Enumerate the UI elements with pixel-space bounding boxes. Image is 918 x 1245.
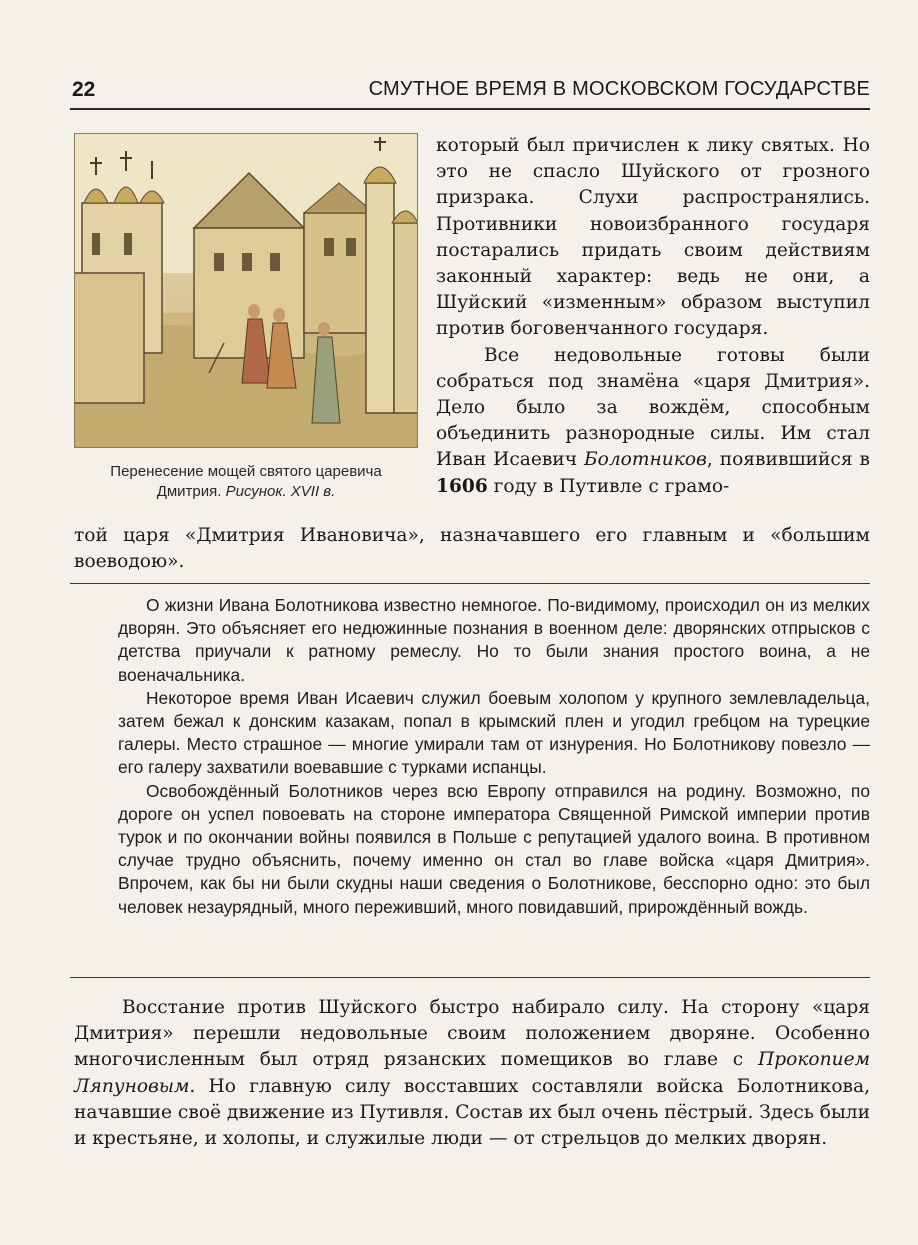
insert-paragraph-3: Освобождённый Болотников через всю Европу отправился на родину. Возможно, по дороге он успел повоевать на стороне императора Священной Римской империи против турок и по окончании войны появился в Польше с репутацией удалого воина. В противном случае трудно объяснить, почему именно он стал во главе войска «царя Дмитрия». Впрочем, как бы ни были скудны наши сведения о Болотникове, бесспорно одно: это был человек незаурядный, много переживший, много повидавший, прирождённый вождь. <box>118 780 870 917</box>
year-1606: 1606 <box>436 475 488 497</box>
closing-text <box>74 995 870 1152</box>
closing-paragraph <box>74 995 870 1152</box>
figure-caption <box>74 462 418 502</box>
insert-paragraph-2: Некоторое время Иван Исаевич служил боевым холопом у крупного землевладельца, затем бежал к донским казакам, попал в крымский плен и угодил гребцом на турецкие галеры. Место страшное — многие умирали там от изнурения. Но Болотникову повезло — его галеру захватили воевавшие с турками испанцы. <box>118 687 870 778</box>
main-paragraph-2-end: году в Путивле с грамо- <box>487 475 730 497</box>
main-text-column <box>436 133 870 500</box>
biography-insert <box>118 594 870 919</box>
main-paragraph-1: который был причислен к лику святых. Но это не спасло Шуйского от грозного призрака. Слухи распространялись. Противники новоизбранного государя постарались придать своим действиям законный характер: ведь не они, а Шуйский «изменным» образом выступил против боговенчанного государя. <box>436 135 870 340</box>
running-title: СМУТНОЕ ВРЕМЯ В МОСКОВСКОМ ГОСУДАРСТВЕ <box>368 78 870 100</box>
caption-line-1: Перенесение мощей святого царевича <box>110 463 382 480</box>
illustration <box>74 133 418 448</box>
caption-date: Рисунок. XVII в. <box>225 483 336 500</box>
insert-paragraph-1: О жизни Ивана Болотникова известно немногое. По-видимому, происходил он из мелких дворян. Это объясняет его недюжинные познания в военном деле: дворянских отпрысков с детства приучали к ратному ремеслу. Но то были знания простого воина, а не военачальника. <box>118 595 870 685</box>
lyapunov-name: Прокопием Ляпуновым <box>74 1049 870 1097</box>
main-paragraph-2 <box>436 343 870 500</box>
caption-line-2 <box>74 482 418 502</box>
continuation-text: той царя «Дмитрия Ивановича», назначавшего его главным и «большим воеводою». <box>74 525 870 573</box>
closing-end: . Но главную силу восставших составляли войска Болотникова, начавшие своё движение из Путивля. Состав их был очень пёстрый. Здесь были и крестьяне, и холопы, и служилые люди — от стрельцов до мелких дворян. <box>74 1075 870 1150</box>
insert-top-rule <box>70 583 870 584</box>
page-number: 22 <box>72 78 96 101</box>
bolotnikov-name: Болотников <box>583 449 707 471</box>
caption-subject: Дмитрия. <box>156 483 226 500</box>
insert-bottom-rule <box>70 977 870 978</box>
main-paragraph-2-mid: , появившийся в <box>706 449 871 471</box>
main-paragraph-2-start: Все недовольные готовы были собраться под знамёна «царя Дмитрия». Дело было за вождём, способным объединить разнородные силы. Им стал Иван Исаевич <box>436 344 870 471</box>
main-paragraph-2-continuation <box>74 523 870 575</box>
closing-start: Восстание против Шуйского быстро набирало силу. На сторону «царя Дмитрия» перешли недовольные своим положением дворяне. Особенно многочисленным был отряд рязанских помещиков во главе с <box>74 997 870 1071</box>
illustration-drawing <box>74 133 418 448</box>
page-header <box>70 78 870 110</box>
